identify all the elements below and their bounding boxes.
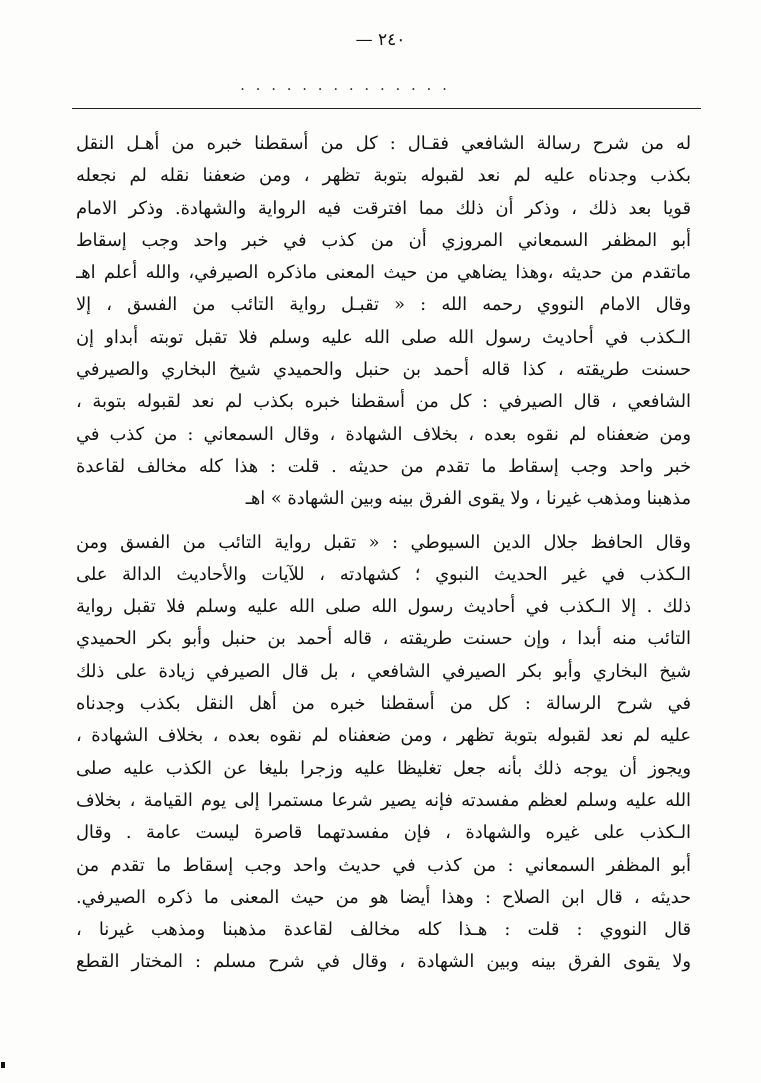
paragraph-3 (76, 527, 691, 979)
paragraph-2 (76, 289, 691, 515)
text-line: وقال الامام النووي رحمه الله : « تقبـل رواية التائب من الفسق ، إلا (76, 294, 691, 316)
text-line: الشافعي ، قال الصيرفي : كل من أسقطنا خبره بكذب لم نعد لقبوله بتوبة ، (76, 391, 691, 413)
page-number: — ٢٤٠ (355, 30, 406, 50)
text-line: مذهبنا ومذهب غيرنا ، ولا يقوى الفرق بينه وبين الشهادة » اهـ (245, 488, 691, 510)
text-line: عليه لم نعد لقبوله بتوبة تظهر ، ومن ضعفناه لم نقوه بعده ، بخلاف الشهادة ، (76, 725, 691, 747)
main-text (76, 128, 691, 979)
text-line: ومن ضعفناه لم نقوه بعده ، بخلاف الشهادة ، وقال السمعاني : من كذب في (76, 423, 691, 445)
text-line: ذلك . إلا الـكذب في أحاديث رسول الله صلى الله عليه وسلم فلا تقبل رواية (76, 596, 691, 618)
text-line: ويجوز أن يوجه ذلك بأنه جعل تغليظا عليه وزجرا بليغا عن الكذب عليه صلى (76, 757, 691, 779)
text-line: حديثه ، قال ابن الصلاح : وهذا أيضا هو من حيث المعنى ما ذكره الصيرفي. (76, 886, 691, 908)
text-line: وقال الحافظ جلال الدين السيوطي : « تقبل رواية التائب من الفسق ومن (76, 531, 691, 553)
text-line: التائب منه أبدا ، وإن حسنت طريقته ، قاله أحمد بن حنبل وأبو بكر الحميدي (76, 628, 691, 650)
text-line: أبو المظفر السمعاني : من كذب في حديث واحد وجب إسقاط ما تقدم من (76, 854, 691, 876)
text-line: أبو المظفر السمعاني المروزي أن من كذب في خبر واحد وجب إسقاط (76, 229, 691, 251)
text-line: قويا بعد ذلك ، وذكر أن ذلك مما افترقت فيه الرواية والشهادة. وذكر الامام (76, 197, 691, 219)
scan-mark (1, 1062, 5, 1068)
text-line: الـكذب في غير الحديث النبوي ؛ كشهادته ، للآيات والأحاديث الدالة على (76, 563, 691, 585)
paragraph-1 (76, 128, 691, 289)
ornamental-dots: . . . . . . . . . . . . . . (240, 76, 450, 94)
text-line: الـكذب في أحاديث رسول الله صلى الله عليه وسلم فلا تقبل توبته أبداو إن (76, 326, 691, 348)
text-line: خبر واحد وجب إسقاط ما تقدم من حديثه . قلت : هذا كله مخالف لقاعدة (76, 455, 691, 477)
text-line: بكذب وجدناه عليه لم نعد لقبوله بتوبة تظهر ، ومن ضعفنا نقله لم نجعله (76, 165, 691, 187)
text-line: في شرح الرسالة : كل من أسقطنا خبره من أهل النقل بكذب وجدناه (76, 693, 691, 715)
text-line: الـكذب على غيره والشهادة ، فإن مفسدتهما قاصرة ليست عامة . وقال (76, 822, 691, 844)
text-line: الله عليه وسلم لعظم مفسدته فإنه يصير شرعا مستمرا إلى يوم القيامة ، بخلاف (76, 789, 691, 811)
text-line: شيخ البخاري وأبو بكر الصيرفي الشافعي ، بل قال الصيرفي زيادة على ذلك (76, 660, 691, 682)
text-line: ولا يقوى الفرق بينه وبين الشهادة ، وقال في شرح مسلم : المختار القطع (76, 951, 691, 973)
text-line: له من شرح رسالة الشافعي فقـال : كل من أسقطنا خبره من أهـل النقل (76, 133, 691, 154)
text-line: ماتقدم من حديثه ،وهذا يضاهي من حيث المعنى ماذكره الصيرفي، والله أعلم اهـ (76, 262, 691, 284)
header-rule (72, 108, 701, 109)
text-line: حسنت طريقته ، كذا قاله أحمد بن حنبل والحميدي شيخ البخاري والصيرفي (76, 359, 691, 381)
text-line: قال النووي : قلت : هـذا كله مخالف لقاعدة مذهبنا ومذهب غيرنا ، (76, 919, 691, 941)
